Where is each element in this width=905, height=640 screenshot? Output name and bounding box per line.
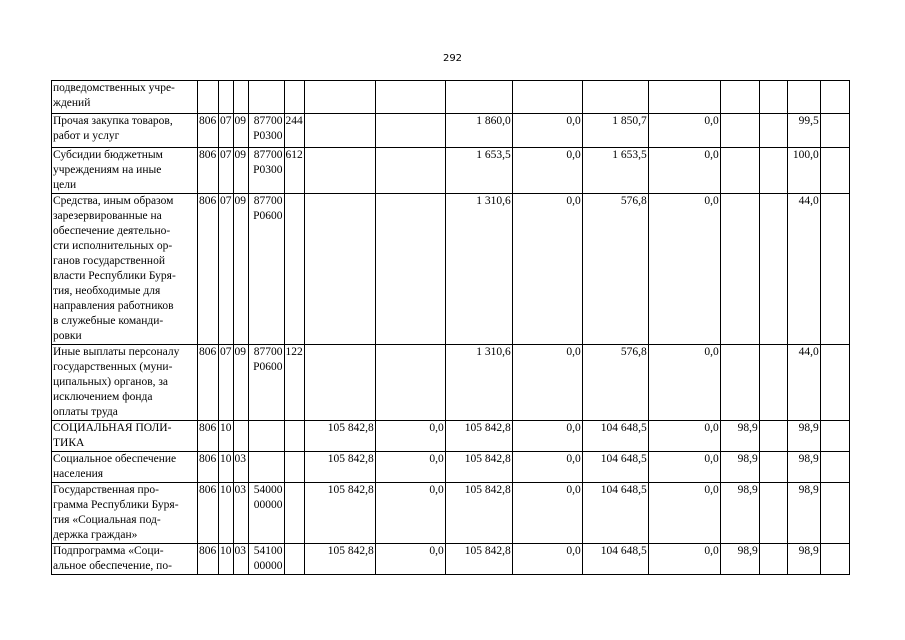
- expense-type-cell: [284, 483, 304, 544]
- percent-cell: [759, 421, 787, 452]
- name-cell: Подпрограмма «Соци- альное обеспечение, по-: [52, 544, 198, 575]
- percent-cell: 98,9: [787, 452, 820, 483]
- amount-cell: [648, 81, 720, 114]
- amount-cell: 0,0: [512, 345, 582, 421]
- amount-cell: 105 842,8: [304, 421, 375, 452]
- expense-type-cell: 612: [284, 148, 304, 194]
- percent-cell: [720, 345, 759, 421]
- amount-cell: [375, 148, 445, 194]
- percent-cell: [759, 81, 787, 114]
- amount-cell: 104 648,5: [582, 421, 648, 452]
- amount-cell: 0,0: [512, 483, 582, 544]
- amount-cell: 0,0: [648, 544, 720, 575]
- percent-cell: 98,9: [787, 421, 820, 452]
- name-cell: Прочая закупка товаров, работ и услуг: [52, 114, 198, 148]
- section-cell: 07: [219, 148, 234, 194]
- subsection-cell: 09: [233, 114, 248, 148]
- amount-cell: 0,0: [375, 421, 445, 452]
- admin-code-cell: 806: [198, 452, 219, 483]
- empty-cell: [820, 345, 849, 421]
- empty-cell: [820, 544, 849, 575]
- expense-type-cell: 244: [284, 114, 304, 148]
- empty-cell: [820, 114, 849, 148]
- amount-cell: [304, 194, 375, 345]
- table-row: [52, 544, 850, 575]
- admin-code-cell: 806: [198, 421, 219, 452]
- amount-cell: [304, 345, 375, 421]
- amount-cell: 0,0: [375, 483, 445, 544]
- section-cell: 10: [219, 544, 234, 575]
- target-article-cell: [248, 452, 284, 483]
- empty-cell: [820, 148, 849, 194]
- percent-cell: [720, 148, 759, 194]
- subsection-cell: 03: [233, 452, 248, 483]
- empty-cell: [820, 81, 849, 114]
- target-article-cell: [248, 81, 284, 114]
- percent-cell: [720, 81, 759, 114]
- target-article-cell: 87700 Р0600: [248, 345, 284, 421]
- expense-type-cell: 122: [284, 345, 304, 421]
- amount-cell: 0,0: [512, 148, 582, 194]
- amount-cell: [582, 81, 648, 114]
- amount-cell: 0,0: [648, 452, 720, 483]
- section-cell: 10: [219, 452, 234, 483]
- name-cell: Государственная про- грамма Республики Буря- тия «Социальная под- держка граждан»: [52, 483, 198, 544]
- admin-code-cell: 806: [198, 148, 219, 194]
- table-row: [52, 421, 850, 452]
- amount-cell: 0,0: [648, 148, 720, 194]
- target-article-cell: 87700 Р0300: [248, 114, 284, 148]
- amount-cell: 105 842,8: [445, 421, 512, 452]
- admin-code-cell: [198, 81, 219, 114]
- name-cell: Средства, иным образом зарезервированные на обеспечение деятельно- сти исполнительных ор- ганов государственной власти Республики Буря- тия, необходимые для направления работников в служебные команди- ровки: [52, 194, 198, 345]
- amount-cell: 1 860,0: [445, 114, 512, 148]
- admin-code-cell: 806: [198, 194, 219, 345]
- percent-cell: 98,9: [720, 452, 759, 483]
- amount-cell: 0,0: [512, 421, 582, 452]
- percent-cell: [759, 148, 787, 194]
- amount-cell: 0,0: [512, 452, 582, 483]
- name-cell: подведомственных учре- ждений: [52, 81, 198, 114]
- subsection-cell: 03: [233, 544, 248, 575]
- subsection-cell: 09: [233, 345, 248, 421]
- section-cell: 10: [219, 483, 234, 544]
- table-row: [52, 452, 850, 483]
- table-body: [52, 81, 850, 575]
- percent-cell: 44,0: [787, 345, 820, 421]
- amount-cell: [375, 114, 445, 148]
- amount-cell: 0,0: [375, 544, 445, 575]
- amount-cell: 105 842,8: [445, 544, 512, 575]
- amount-cell: 1 653,5: [582, 148, 648, 194]
- target-article-cell: 87700 Р0600: [248, 194, 284, 345]
- amount-cell: 105 842,8: [304, 483, 375, 544]
- table-row: [52, 194, 850, 345]
- section-cell: 07: [219, 114, 234, 148]
- empty-cell: [820, 483, 849, 544]
- admin-code-cell: 806: [198, 544, 219, 575]
- percent-cell: [720, 194, 759, 345]
- target-article-cell: [248, 421, 284, 452]
- table-row: [52, 345, 850, 421]
- target-article-cell: 54100 00000: [248, 544, 284, 575]
- name-cell: СОЦИАЛЬНАЯ ПОЛИ- ТИКА: [52, 421, 198, 452]
- table-row: [52, 148, 850, 194]
- expense-type-cell: [284, 194, 304, 345]
- percent-cell: [759, 345, 787, 421]
- section-cell: 07: [219, 194, 234, 345]
- amount-cell: 576,8: [582, 345, 648, 421]
- budget-execution-table: [51, 80, 850, 575]
- amount-cell: 104 648,5: [582, 544, 648, 575]
- target-article-cell: 54000 00000: [248, 483, 284, 544]
- amount-cell: 1 653,5: [445, 148, 512, 194]
- amount-cell: [375, 345, 445, 421]
- percent-cell: 98,9: [787, 483, 820, 544]
- percent-cell: [759, 114, 787, 148]
- amount-cell: [375, 194, 445, 345]
- amount-cell: [304, 114, 375, 148]
- percent-cell: [787, 81, 820, 114]
- amount-cell: 0,0: [648, 483, 720, 544]
- admin-code-cell: 806: [198, 114, 219, 148]
- percent-cell: 44,0: [787, 194, 820, 345]
- empty-cell: [820, 452, 849, 483]
- amount-cell: 104 648,5: [582, 452, 648, 483]
- percent-cell: [759, 194, 787, 345]
- percent-cell: 98,9: [720, 421, 759, 452]
- expense-type-cell: [284, 81, 304, 114]
- amount-cell: [304, 148, 375, 194]
- admin-code-cell: 806: [198, 483, 219, 544]
- table-row: [52, 114, 850, 148]
- section-cell: 07: [219, 345, 234, 421]
- table-row: [52, 483, 850, 544]
- section-cell: [219, 81, 234, 114]
- amount-cell: 0,0: [648, 421, 720, 452]
- name-cell: Иные выплаты персоналу государственных (муни- ципальных) органов, за исключением фонда оплаты труда: [52, 345, 198, 421]
- amount-cell: 0,0: [512, 114, 582, 148]
- empty-cell: [820, 421, 849, 452]
- subsection-cell: 09: [233, 148, 248, 194]
- subsection-cell: [233, 421, 248, 452]
- percent-cell: 98,9: [787, 544, 820, 575]
- amount-cell: [512, 81, 582, 114]
- table-row: [52, 81, 850, 114]
- subsection-cell: 03: [233, 483, 248, 544]
- expense-type-cell: [284, 544, 304, 575]
- page-number: 292: [442, 53, 463, 64]
- amount-cell: [445, 81, 512, 114]
- section-cell: 10: [219, 421, 234, 452]
- amount-cell: 0,0: [648, 345, 720, 421]
- percent-cell: [759, 452, 787, 483]
- subsection-cell: [233, 81, 248, 114]
- name-cell: Социальное обеспечение населения: [52, 452, 198, 483]
- amount-cell: 104 648,5: [582, 483, 648, 544]
- name-cell: Субсидии бюджетным учреждениям на иные цели: [52, 148, 198, 194]
- percent-cell: [759, 544, 787, 575]
- percent-cell: 99,5: [787, 114, 820, 148]
- amount-cell: 0,0: [648, 114, 720, 148]
- amount-cell: 105 842,8: [445, 483, 512, 544]
- amount-cell: 105 842,8: [304, 544, 375, 575]
- amount-cell: 105 842,8: [445, 452, 512, 483]
- expense-type-cell: [284, 452, 304, 483]
- percent-cell: [759, 483, 787, 544]
- amount-cell: 1 310,6: [445, 345, 512, 421]
- amount-cell: 1 850,7: [582, 114, 648, 148]
- admin-code-cell: 806: [198, 345, 219, 421]
- percent-cell: 98,9: [720, 544, 759, 575]
- amount-cell: 0,0: [648, 194, 720, 345]
- percent-cell: [720, 114, 759, 148]
- amount-cell: 0,0: [512, 194, 582, 345]
- amount-cell: 576,8: [582, 194, 648, 345]
- empty-cell: [820, 194, 849, 345]
- expense-type-cell: [284, 421, 304, 452]
- amount-cell: 105 842,8: [304, 452, 375, 483]
- amount-cell: [304, 81, 375, 114]
- percent-cell: 100,0: [787, 148, 820, 194]
- amount-cell: 0,0: [512, 544, 582, 575]
- amount-cell: 0,0: [375, 452, 445, 483]
- amount-cell: 1 310,6: [445, 194, 512, 345]
- amount-cell: [375, 81, 445, 114]
- percent-cell: 98,9: [720, 483, 759, 544]
- target-article-cell: 87700 Р0300: [248, 148, 284, 194]
- subsection-cell: 09: [233, 194, 248, 345]
